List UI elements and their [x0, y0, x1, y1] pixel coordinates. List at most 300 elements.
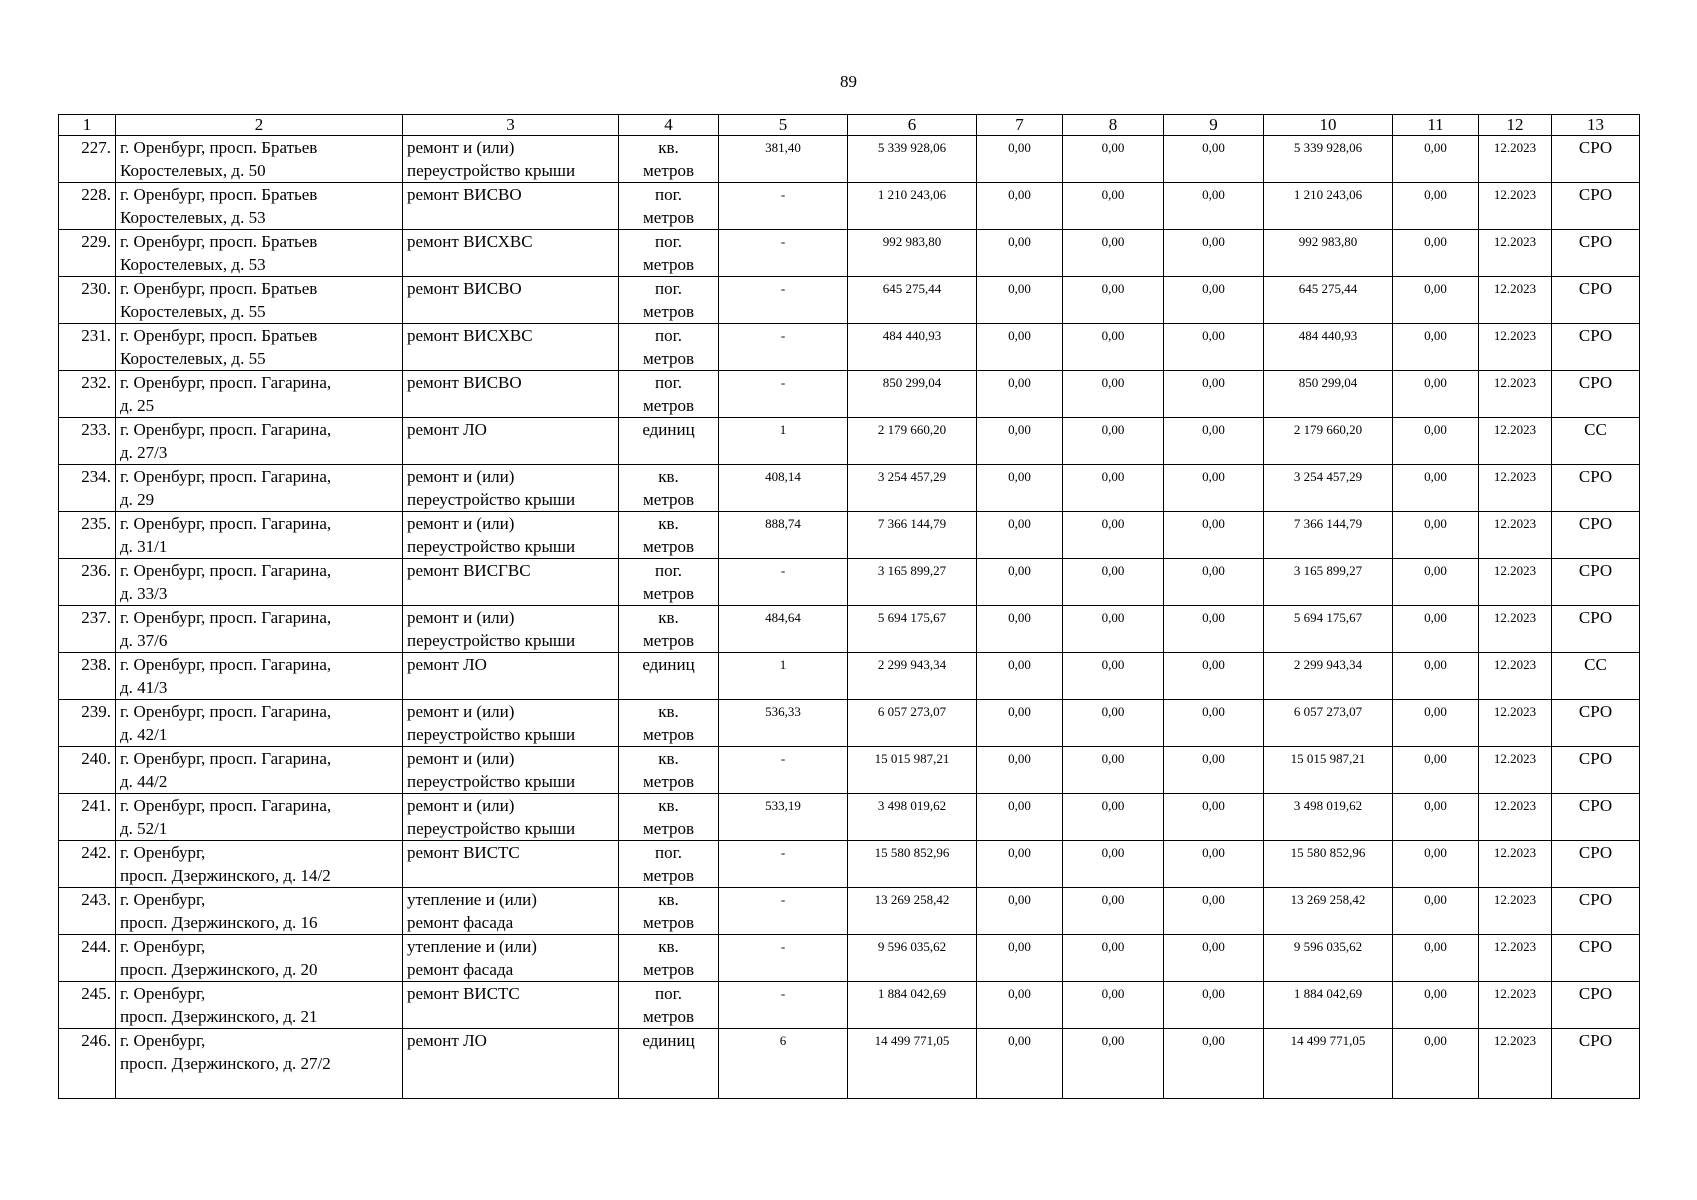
cost-cell: 0,00: [1063, 1029, 1164, 1099]
cost-cell: 0,00: [1164, 465, 1264, 512]
unit-cell-line: пог.: [655, 326, 682, 345]
table-row: [59, 371, 1640, 418]
cost-cell: 0,00: [1164, 183, 1264, 230]
cost-cell: 0,00: [1063, 935, 1164, 982]
unit-cell: [619, 371, 719, 418]
address-cell-line: д. 31/1: [120, 537, 168, 556]
cost-cell: 0,00: [1393, 794, 1479, 841]
cost-cell: 0,00: [977, 371, 1063, 418]
address-cell-line: просп. Дзержинского, д. 16: [120, 913, 318, 932]
cost-cell: 0,00: [1393, 183, 1479, 230]
work-type-cell-line: утепление и (или): [407, 890, 537, 909]
quantity-cell: -: [719, 277, 848, 324]
work-type-cell: [403, 230, 619, 277]
work-type-cell: [403, 512, 619, 559]
unit-cell: [619, 794, 719, 841]
unit-cell-line: метров: [643, 960, 694, 979]
column-number: 5: [719, 115, 848, 136]
unit-cell-line: пог.: [655, 279, 682, 298]
cost-cell: 0,00: [1393, 982, 1479, 1029]
cost-cell: 0,00: [1164, 277, 1264, 324]
work-type-cell-line: переустройство крыши: [407, 537, 576, 556]
fund-cost-cell: 850 299,04: [1264, 371, 1393, 418]
cost-cell: 0,00: [1063, 277, 1164, 324]
column-number: 7: [977, 115, 1063, 136]
cost-cell: 0,00: [1063, 747, 1164, 794]
deadline-cell: 12.2023: [1479, 277, 1552, 324]
cost-cell: 0,00: [1164, 794, 1264, 841]
address-cell-line: просп. Дзержинского, д. 21: [120, 1007, 318, 1026]
address-cell: [116, 465, 403, 512]
deadline-cell: 12.2023: [1479, 371, 1552, 418]
fund-cost-cell: 15 015 987,21: [1264, 747, 1393, 794]
address-cell: [116, 982, 403, 1029]
row-number: 231.: [59, 324, 116, 371]
cost-cell: 0,00: [977, 277, 1063, 324]
cost-cell: 0,00: [1393, 559, 1479, 606]
deadline-cell: 12.2023: [1479, 559, 1552, 606]
address-cell-line: просп. Дзержинского, д. 27/2: [120, 1054, 331, 1073]
address-cell-line: д. 29: [120, 490, 155, 509]
table-body: [59, 115, 1640, 1099]
total-cost-cell: 5 339 928,06: [848, 136, 977, 183]
cost-cell: 0,00: [1164, 418, 1264, 465]
work-type-cell: [403, 841, 619, 888]
unit-cell-line: единиц: [642, 420, 695, 439]
method-cell: СРО: [1552, 512, 1640, 559]
cost-cell: 0,00: [1393, 935, 1479, 982]
cost-cell: 0,00: [1393, 606, 1479, 653]
deadline-cell: 12.2023: [1479, 841, 1552, 888]
cost-cell: 0,00: [977, 653, 1063, 700]
cost-cell: 0,00: [977, 747, 1063, 794]
address-cell-line: г. Оренбург, просп. Гагарина,: [120, 514, 332, 533]
address-cell: [116, 841, 403, 888]
work-type-cell-line: ремонт ВИСТС: [407, 843, 520, 862]
column-number: 10: [1264, 115, 1393, 136]
method-cell: СРО: [1552, 183, 1640, 230]
work-type-cell-line: ремонт ВИСТС: [407, 984, 520, 1003]
cost-cell: 0,00: [1393, 230, 1479, 277]
unit-cell-line: кв.: [658, 702, 679, 721]
table-row: [59, 1029, 1640, 1099]
deadline-cell: 12.2023: [1479, 653, 1552, 700]
address-cell-line: г. Оренбург, просп. Гагарина,: [120, 373, 332, 392]
address-cell: [116, 183, 403, 230]
address-cell: [116, 888, 403, 935]
cost-cell: 0,00: [1164, 653, 1264, 700]
work-type-cell-line: переустройство крыши: [407, 819, 576, 838]
column-number: 3: [403, 115, 619, 136]
table-row: [59, 418, 1640, 465]
unit-cell-line: метров: [643, 349, 694, 368]
cost-cell: 0,00: [1063, 794, 1164, 841]
method-cell: СРО: [1552, 136, 1640, 183]
fund-cost-cell: 9 596 035,62: [1264, 935, 1393, 982]
total-cost-cell: 2 299 943,34: [848, 653, 977, 700]
method-cell: СС: [1552, 653, 1640, 700]
row-number: 239.: [59, 700, 116, 747]
unit-cell-line: единиц: [642, 655, 695, 674]
cost-cell: 0,00: [977, 888, 1063, 935]
address-cell-line: г. Оренбург,: [120, 1031, 206, 1050]
unit-cell: [619, 1029, 719, 1099]
address-cell-line: просп. Дзержинского, д. 20: [120, 960, 318, 979]
table-row: [59, 183, 1640, 230]
row-number: 246.: [59, 1029, 116, 1099]
work-type-cell-line: переустройство крыши: [407, 631, 576, 650]
address-cell-line: г. Оренбург, просп. Гагарина,: [120, 608, 332, 627]
address-cell-line: г. Оренбург, просп. Гагарина,: [120, 796, 332, 815]
unit-cell-line: метров: [643, 584, 694, 603]
fund-cost-cell: 6 057 273,07: [1264, 700, 1393, 747]
row-number: 232.: [59, 371, 116, 418]
quantity-cell: -: [719, 230, 848, 277]
quantity-cell: -: [719, 747, 848, 794]
work-type-cell-line: переустройство крыши: [407, 725, 576, 744]
unit-cell: [619, 512, 719, 559]
cost-cell: 0,00: [1393, 418, 1479, 465]
total-cost-cell: 484 440,93: [848, 324, 977, 371]
unit-cell-line: пог.: [655, 185, 682, 204]
address-cell: [116, 794, 403, 841]
cost-cell: 0,00: [1164, 606, 1264, 653]
address-cell-line: г. Оренбург, просп. Братьев: [120, 326, 318, 345]
cost-cell: 0,00: [1063, 136, 1164, 183]
cost-cell: 0,00: [1393, 277, 1479, 324]
cost-cell: 0,00: [1063, 606, 1164, 653]
row-number: 241.: [59, 794, 116, 841]
table-row: [59, 982, 1640, 1029]
unit-cell: [619, 465, 719, 512]
cost-cell: 0,00: [1393, 747, 1479, 794]
unit-cell-line: метров: [643, 631, 694, 650]
column-number: 4: [619, 115, 719, 136]
row-number: 230.: [59, 277, 116, 324]
deadline-cell: 12.2023: [1479, 1029, 1552, 1099]
row-number: 235.: [59, 512, 116, 559]
table-row: [59, 747, 1640, 794]
method-cell: СРО: [1552, 935, 1640, 982]
unit-cell-line: метров: [643, 302, 694, 321]
cost-cell: 0,00: [1063, 371, 1164, 418]
method-cell: СРО: [1552, 747, 1640, 794]
work-type-cell: [403, 324, 619, 371]
method-cell: СРО: [1552, 559, 1640, 606]
unit-cell-line: метров: [643, 490, 694, 509]
work-type-cell-line: переустройство крыши: [407, 161, 576, 180]
unit-cell-line: метров: [643, 208, 694, 227]
unit-cell: [619, 183, 719, 230]
fund-cost-cell: 7 366 144,79: [1264, 512, 1393, 559]
quantity-cell: 6: [719, 1029, 848, 1099]
unit-cell-line: пог.: [655, 373, 682, 392]
work-type-cell-line: ремонт ВИСХВС: [407, 232, 533, 251]
unit-cell: [619, 888, 719, 935]
fund-cost-cell: 13 269 258,42: [1264, 888, 1393, 935]
cost-cell: 0,00: [1063, 230, 1164, 277]
table-row: [59, 277, 1640, 324]
row-number: 245.: [59, 982, 116, 1029]
total-cost-cell: 6 057 273,07: [848, 700, 977, 747]
address-cell-line: г. Оренбург,: [120, 984, 206, 1003]
quantity-cell: 536,33: [719, 700, 848, 747]
unit-cell-line: метров: [643, 772, 694, 791]
quantity-cell: 381,40: [719, 136, 848, 183]
cost-cell: 0,00: [977, 794, 1063, 841]
unit-cell: [619, 606, 719, 653]
total-cost-cell: 5 694 175,67: [848, 606, 977, 653]
column-number: 12: [1479, 115, 1552, 136]
cost-cell: 0,00: [1393, 512, 1479, 559]
work-type-cell: [403, 935, 619, 982]
unit-cell: [619, 653, 719, 700]
deadline-cell: 12.2023: [1479, 418, 1552, 465]
method-cell: СС: [1552, 418, 1640, 465]
work-type-cell-line: ремонт и (или): [407, 749, 515, 768]
address-cell: [116, 371, 403, 418]
unit-cell: [619, 982, 719, 1029]
work-type-cell-line: ремонт ВИСВО: [407, 279, 522, 298]
work-type-cell: [403, 888, 619, 935]
address-cell-line: Коростелевых, д. 53: [120, 255, 266, 274]
cost-cell: 0,00: [977, 700, 1063, 747]
work-type-cell: [403, 794, 619, 841]
deadline-cell: 12.2023: [1479, 982, 1552, 1029]
work-type-cell-line: ремонт и (или): [407, 467, 515, 486]
quantity-cell: 1: [719, 653, 848, 700]
deadline-cell: 12.2023: [1479, 512, 1552, 559]
unit-cell: [619, 700, 719, 747]
cost-cell: 0,00: [977, 1029, 1063, 1099]
row-number: 236.: [59, 559, 116, 606]
work-type-cell: [403, 559, 619, 606]
column-number: 13: [1552, 115, 1640, 136]
method-cell: СРО: [1552, 888, 1640, 935]
method-cell: СРО: [1552, 1029, 1640, 1099]
row-number: 227.: [59, 136, 116, 183]
table-row: [59, 136, 1640, 183]
address-cell-line: д. 52/1: [120, 819, 168, 838]
unit-cell-line: пог.: [655, 843, 682, 862]
address-cell-line: г. Оренбург,: [120, 937, 206, 956]
work-type-cell-line: ремонт и (или): [407, 796, 515, 815]
unit-cell-line: кв.: [658, 749, 679, 768]
deadline-cell: 12.2023: [1479, 606, 1552, 653]
total-cost-cell: 9 596 035,62: [848, 935, 977, 982]
unit-cell: [619, 230, 719, 277]
fund-cost-cell: 15 580 852,96: [1264, 841, 1393, 888]
unit-cell: [619, 841, 719, 888]
method-cell: СРО: [1552, 324, 1640, 371]
work-type-cell-line: ремонт и (или): [407, 514, 515, 533]
cost-cell: 0,00: [1063, 653, 1164, 700]
unit-cell-line: метров: [643, 161, 694, 180]
unit-cell: [619, 747, 719, 794]
cost-cell: 0,00: [1063, 982, 1164, 1029]
quantity-cell: -: [719, 888, 848, 935]
cost-cell: 0,00: [977, 512, 1063, 559]
quantity-cell: -: [719, 371, 848, 418]
work-type-cell-line: ремонт фасада: [407, 913, 514, 932]
address-cell-line: д. 25: [120, 396, 155, 415]
work-type-cell: [403, 418, 619, 465]
cost-cell: 0,00: [1063, 841, 1164, 888]
method-cell: СРО: [1552, 371, 1640, 418]
row-number: 242.: [59, 841, 116, 888]
unit-cell-line: кв.: [658, 514, 679, 533]
cost-cell: 0,00: [977, 982, 1063, 1029]
cost-cell: 0,00: [1393, 653, 1479, 700]
address-cell-line: д. 37/6: [120, 631, 168, 650]
unit-cell: [619, 418, 719, 465]
method-cell: СРО: [1552, 794, 1640, 841]
unit-cell-line: кв.: [658, 937, 679, 956]
row-number: 243.: [59, 888, 116, 935]
fund-cost-cell: 1 210 243,06: [1264, 183, 1393, 230]
unit-cell-line: пог.: [655, 984, 682, 1003]
cost-cell: 0,00: [1164, 371, 1264, 418]
table-row: [59, 324, 1640, 371]
unit-cell-line: метров: [643, 255, 694, 274]
total-cost-cell: 1 884 042,69: [848, 982, 977, 1029]
quantity-cell: 484,64: [719, 606, 848, 653]
work-type-cell-line: переустройство крыши: [407, 772, 576, 791]
fund-cost-cell: 645 275,44: [1264, 277, 1393, 324]
works-table: [58, 114, 1640, 1099]
row-number: 244.: [59, 935, 116, 982]
cost-cell: 0,00: [1164, 512, 1264, 559]
work-type-cell: [403, 1029, 619, 1099]
unit-cell-line: метров: [643, 537, 694, 556]
row-number: 229.: [59, 230, 116, 277]
unit-cell-line: кв.: [658, 138, 679, 157]
unit-cell-line: кв.: [658, 467, 679, 486]
work-type-cell-line: ремонт ЛО: [407, 420, 487, 439]
work-type-cell: [403, 606, 619, 653]
total-cost-cell: 15 580 852,96: [848, 841, 977, 888]
column-number: 8: [1063, 115, 1164, 136]
cost-cell: 0,00: [1164, 935, 1264, 982]
fund-cost-cell: 5 339 928,06: [1264, 136, 1393, 183]
table-row: [59, 888, 1640, 935]
row-number: 240.: [59, 747, 116, 794]
cost-cell: 0,00: [977, 841, 1063, 888]
fund-cost-cell: 992 983,80: [1264, 230, 1393, 277]
fund-cost-cell: 3 498 019,62: [1264, 794, 1393, 841]
fund-cost-cell: 2 299 943,34: [1264, 653, 1393, 700]
address-cell-line: г. Оренбург,: [120, 890, 206, 909]
address-cell: [116, 324, 403, 371]
method-cell: СРО: [1552, 606, 1640, 653]
cost-cell: 0,00: [1393, 465, 1479, 512]
cost-cell: 0,00: [1164, 747, 1264, 794]
column-number: 9: [1164, 115, 1264, 136]
address-cell-line: г. Оренбург, просп. Гагарина,: [120, 749, 332, 768]
column-number: 6: [848, 115, 977, 136]
method-cell: СРО: [1552, 700, 1640, 747]
work-type-cell-line: ремонт ВИСХВС: [407, 326, 533, 345]
address-cell: [116, 559, 403, 606]
cost-cell: 0,00: [1063, 418, 1164, 465]
fund-cost-cell: 1 884 042,69: [1264, 982, 1393, 1029]
address-cell-line: г. Оренбург, просп. Братьев: [120, 279, 318, 298]
cost-cell: 0,00: [1164, 700, 1264, 747]
address-cell: [116, 747, 403, 794]
total-cost-cell: 850 299,04: [848, 371, 977, 418]
fund-cost-cell: 3 165 899,27: [1264, 559, 1393, 606]
fund-cost-cell: 14 499 771,05: [1264, 1029, 1393, 1099]
address-cell: [116, 606, 403, 653]
row-number: 237.: [59, 606, 116, 653]
address-cell-line: Коростелевых, д. 53: [120, 208, 266, 227]
total-cost-cell: 3 165 899,27: [848, 559, 977, 606]
cost-cell: 0,00: [1063, 888, 1164, 935]
cost-cell: 0,00: [1164, 136, 1264, 183]
cost-cell: 0,00: [1063, 183, 1164, 230]
cost-cell: 0,00: [977, 606, 1063, 653]
address-cell: [116, 418, 403, 465]
cost-cell: 0,00: [977, 136, 1063, 183]
deadline-cell: 12.2023: [1479, 183, 1552, 230]
quantity-cell: -: [719, 183, 848, 230]
address-cell: [116, 1029, 403, 1099]
work-type-cell: [403, 371, 619, 418]
quantity-cell: 888,74: [719, 512, 848, 559]
column-number: 11: [1393, 115, 1479, 136]
address-cell-line: д. 44/2: [120, 772, 168, 791]
work-type-cell: [403, 465, 619, 512]
address-cell-line: г. Оренбург, просп. Гагарина,: [120, 655, 332, 674]
work-type-cell-line: ремонт и (или): [407, 608, 515, 627]
fund-cost-cell: 2 179 660,20: [1264, 418, 1393, 465]
total-cost-cell: 992 983,80: [848, 230, 977, 277]
unit-cell: [619, 277, 719, 324]
cost-cell: 0,00: [1063, 512, 1164, 559]
total-cost-cell: 645 275,44: [848, 277, 977, 324]
quantity-cell: -: [719, 559, 848, 606]
address-cell: [116, 653, 403, 700]
work-type-cell: [403, 700, 619, 747]
cost-cell: 0,00: [1164, 841, 1264, 888]
address-cell-line: г. Оренбург, просп. Гагарина,: [120, 561, 332, 580]
unit-cell-line: пог.: [655, 561, 682, 580]
cost-cell: 0,00: [1063, 559, 1164, 606]
total-cost-cell: 3 498 019,62: [848, 794, 977, 841]
quantity-cell: -: [719, 935, 848, 982]
fund-cost-cell: 5 694 175,67: [1264, 606, 1393, 653]
work-type-cell-line: ремонт и (или): [407, 702, 515, 721]
address-cell-line: г. Оренбург, просп. Гагарина,: [120, 702, 332, 721]
cost-cell: 0,00: [1164, 559, 1264, 606]
work-type-cell: [403, 183, 619, 230]
deadline-cell: 12.2023: [1479, 935, 1552, 982]
work-type-cell-line: ремонт и (или): [407, 138, 515, 157]
table-row: [59, 700, 1640, 747]
table-row: [59, 512, 1640, 559]
address-cell-line: Коростелевых, д. 55: [120, 302, 266, 321]
cost-cell: 0,00: [977, 559, 1063, 606]
total-cost-cell: 15 015 987,21: [848, 747, 977, 794]
method-cell: СРО: [1552, 230, 1640, 277]
work-type-cell: [403, 136, 619, 183]
cost-cell: 0,00: [977, 418, 1063, 465]
method-cell: СРО: [1552, 277, 1640, 324]
quantity-cell: -: [719, 841, 848, 888]
address-cell: [116, 277, 403, 324]
work-type-cell-line: утепление и (или): [407, 937, 537, 956]
cost-cell: 0,00: [1393, 1029, 1479, 1099]
